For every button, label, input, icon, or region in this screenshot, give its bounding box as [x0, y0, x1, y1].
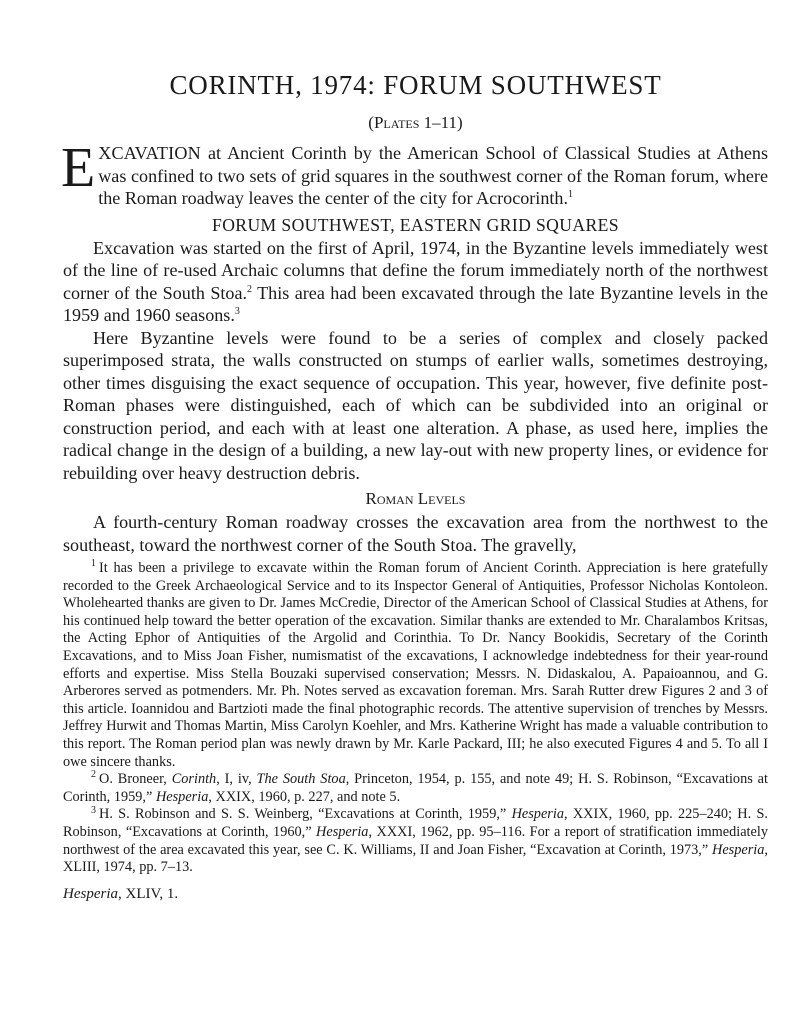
footnote-text: , I, iv, [216, 771, 257, 788]
footnote-text: , XXIX, 1960, p. 227, and note 5. [208, 788, 401, 805]
footnote-text: , Princeton, 1954, p. 155, and note 49; H. S. Robinson, “Excavations at Corinth, 1959,” [63, 771, 768, 805]
footnote-2 [63, 771, 768, 806]
footnote-italic: Corinth [171, 771, 217, 788]
journal-citation [63, 885, 768, 903]
footnote-text: H. S. Robinson and S. S. Weinberg, “Excavations at Corinth, 1959,” [99, 806, 512, 823]
footnote-3 [63, 806, 768, 876]
paragraph: A fourth-century Roman roadway crosses the excavation area from the northwest to the southeast, toward the northwest corner of the South Stoa. The gravelly, [63, 512, 768, 555]
paragraph-text: This area had been excavated through the late Byzantine levels in the 1959 and 1960 seasons. [63, 282, 768, 325]
article-title: CORINTH, 1974: FORUM SOUTHWEST [169, 70, 662, 100]
footnote-marker: 2 [91, 769, 96, 781]
footnote-italic: The South Stoa [256, 771, 346, 788]
article-body [61, 137, 768, 556]
footnote-text: It has been a privilege to excavate within the Roman forum of Ancient Corinth. Appreciation is here gratefully recorded to the Greek Archaeological Service and to its Inspector General of Antiquities, Professor Nicholas Kontoleon. Wholehearted thanks are given to Dr. James McCredie, Director of the American School of Classical Studies at Athens, for his continued help toward the better operation of the excavation. Similar thanks are extended to Mr. Charalambos Kritsas, the Acting Ephor of Antiquities of the Argolid and Corinthia. To Dr. Nancy Bookidis, Secretary of the Corinth Excavations, and to Miss Joan Fisher, numismatist of the excavations, I acknowledge indebtedness for their year-round efforts and expertise. Miss Stella Bouzaki supervised conservation; Messrs. N. Didaskalou, A. Papaioannou, and G. Arberores served as potmenders. Mr. Ph. Notes served as excavation foreman. Mrs. Sarah Rutter drew Figures 2 and 3 of this article. Ioannidou and Bartzioti made the final photographic records. The attentive supervision of trenches by Messrs. Jeffrey Hurwit and Thomas Martin, Miss Carolyn Koehler, and Mrs. Katherine Wright has made a valuable contribution to this report. The Roman period plan was newly drawn by Mr. Karle Packard, III; he also executed Figures 4 and 5. To all I owe sincere thanks. [63, 560, 768, 770]
paragraph-text: Excavation was started on the first of April, 1974, in the Byzantine levels immediately west of the line of re-used Archaic columns that define the forum immediately north of the northwest corner of the South Stoa. [63, 237, 768, 303]
intro-text: at Ancient Corinth by the American School of Classical Studies at Athens was confined to two sets of grid squares in the southwest corner of the Roman forum, where the Roman roadway leaves the center of the city for Acrocorinth. [98, 143, 768, 208]
section-heading-eastern-grid: FORUM SOUTHWEST, EASTERN GRID SQUARES [212, 214, 619, 235]
footnote-italic: Hesperia [712, 841, 765, 858]
intro-paragraph [61, 137, 768, 210]
paragraph: Here Byzantine levels were found to be a series of complex and closely packed superimposed strata, the walls constructed on stumps of earlier walls, sometimes destroying, other times disguising the exact sequence of occupation. This year, however, five definite post-Roman phases were distinguished, each of which can be subdivided into an original or construction period, and each with at least one alteration. A phase, as used here, implies the radical change in the design of a building, a new lay-out with new property lines, or evidence for rebuilding over heavy destruction debris. [63, 327, 768, 483]
footnote-text: , XLIII, 1974, pp. 7–13. [63, 841, 768, 876]
footnote-italic: Hesperia [511, 806, 564, 823]
footnotes [63, 560, 768, 877]
footnote-text: , XXIX, 1960, pp. 225–240; H. S. Robinson, “Excavations at Corinth, 1960,” [63, 806, 768, 840]
drop-cap: E [61, 137, 96, 199]
footnote-text: O. Broneer, [99, 771, 172, 788]
footnote-ref-2[interactable]: 2 [247, 283, 253, 295]
section-heading-roman-levels: Roman Levels [365, 489, 466, 508]
footnote-ref-3[interactable]: 3 [234, 305, 240, 317]
footnote-ref-1[interactable]: 1 [567, 188, 573, 200]
footnote-1 [63, 560, 768, 771]
footnote-marker: 3 [91, 804, 96, 816]
footnote-italic: Hesperia [155, 788, 209, 805]
footnote-marker: 1 [91, 558, 96, 570]
footnote-text: , XXXI, 1962, pp. 95–116. For a report of stratification immediately northwest of the area excavated this year, see C. K. Williams, II and Joan Fisher, “Excavation at Corinth, 1973,” [63, 823, 768, 858]
footnote-italic: Hesperia [316, 823, 369, 840]
journal-name: Hesperia [63, 885, 118, 902]
intro-first-word: XCAVATION [98, 143, 201, 163]
plates-line: (Plates 1–11) [368, 113, 463, 132]
journal-issue: , XLIV, 1. [118, 885, 179, 902]
paragraph [63, 237, 768, 327]
